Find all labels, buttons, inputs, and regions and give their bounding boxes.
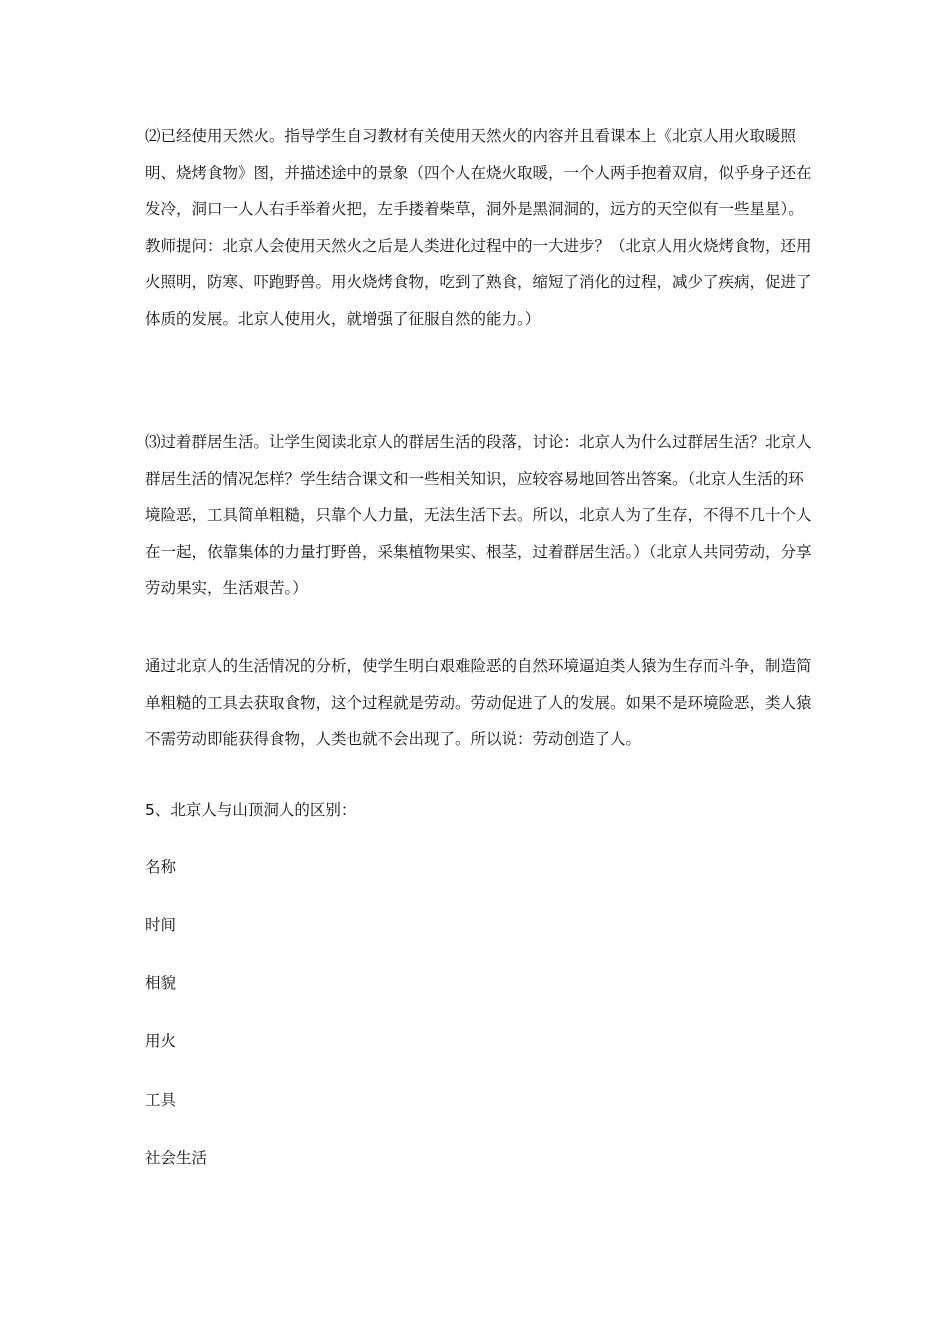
paragraph-group-living: ⑶过着群居生活。让学生阅读北京人的群居生活的段落，讨论：北京人为什么过群居生活？北京人群居生活的情况怎样？学生结合课文和一些相关知识，应较容易地回答出答案。（北京人生活的环境险恶，工具简单粗糙，只靠个人力量，无法生活下去。所以，北京人为了生存，不得不几十个人在一起，依靠集体的力量打野兽，采集植物果实、根茎，过着群居生活。）（北京人共同劳动，分享劳动果实，生活艰苦。） xyxy=(145,433,812,597)
paragraph-natural-fire: ⑵已经使用天然火。指导学生自习教材有关使用天然火的内容并且看课本上《北京人用火取暖照明、烧烤食物》图，并描述途中的景象（四个人在烧火取暖，一个人两手抱着双肩，似乎身子还在发冷，洞口一人人右手举着火把，左手搂着柴草，洞外是黑洞洞的，远方的天空似有一些星星）。教师提问：北京人会使用天然火之后是人类进化过程中的一大进步？（北京人用火烧烤食物，还用火照明，防寒、吓跑野兽。用火烧烤食物，吃到了熟食，缩短了消化的过程，减少了疾病，促进了体质的发展。北京人使用火，就增强了征服自然的能力。） xyxy=(145,127,812,328)
section-number: 5 xyxy=(145,801,155,819)
row-label-tools: 工具 xyxy=(145,1091,177,1109)
paragraph-labor-analysis: 通过北京人的生活情况的分析，使学生明白艰难险恶的自然环境逼迫类人猿为生存而斗争，制造简单粗糙的工具去获取食物，这个过程就是劳动。劳动促进了人的发展。如果不是环境险恶，类人猿不需劳动即能获得食物，人类也就不会出现了。所以说：劳动创造了人。 xyxy=(145,657,812,748)
row-label-name: 名称 xyxy=(145,858,177,876)
row-label-time: 时间 xyxy=(145,916,177,934)
row-label-social-life: 社会生活 xyxy=(145,1149,208,1167)
row-label-appearance: 相貌 xyxy=(145,974,177,992)
section-title: 、北京人与山顶洞人的区别： xyxy=(154,801,357,819)
row-label-fire-use: 用火 xyxy=(145,1032,177,1050)
section-heading xyxy=(145,792,356,828)
